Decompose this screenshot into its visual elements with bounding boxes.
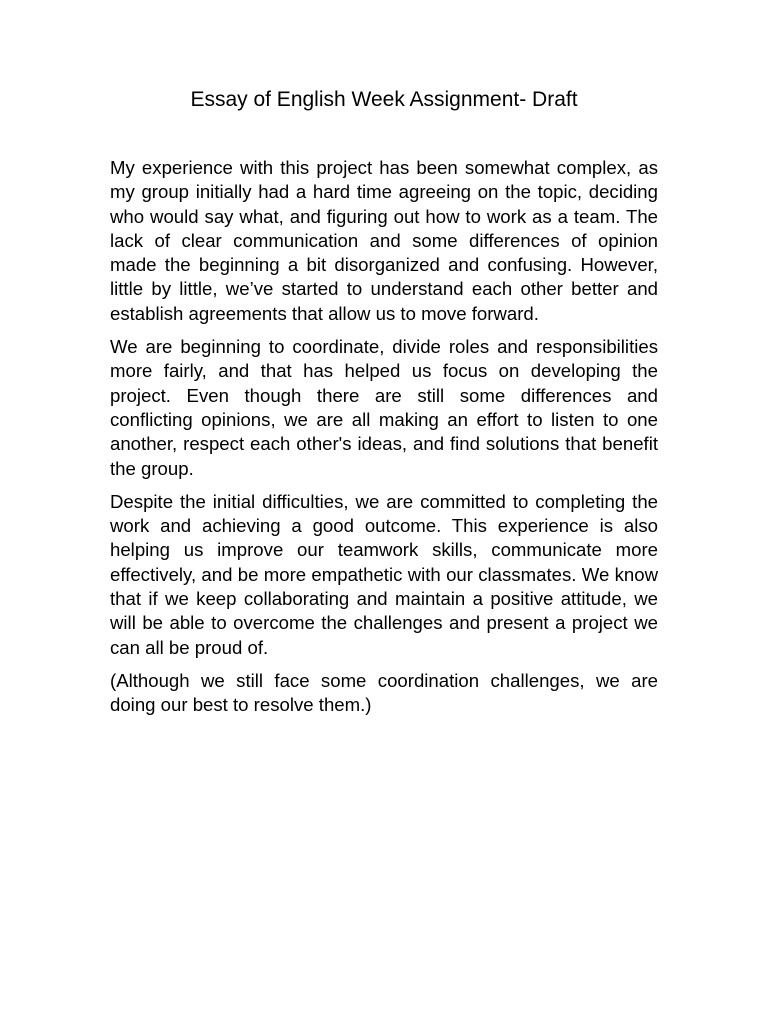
paragraph-3: Despite the initial difficulties, we are committed to completing the work and achieving a good outcome. This experience is also helping us improve our teamwork skills, communicate more effectively, and be more empathetic with our classmates. We know that if we keep collaborating and maintain a positive attitude, we will be able to overcome the challenges and present a project we can all be proud of.: [110, 490, 658, 658]
paragraph-4: (Although we still face some coordination challenges, we are doing our best to resolve them.): [110, 669, 658, 716]
paragraph-1: My experience with this project has been somewhat complex, as my group initially had a hard time agreeing on the topic, deciding who would say what, and figuring out how to work as a team. The lack of clear communication and some differences of opinion made the beginning a bit disorganized and confusing. However, little by little, we’ve started to understand each other better and establish agreements that allow us to move forward.: [110, 157, 658, 324]
document-body: [110, 156, 658, 727]
paragraph-2: We are beginning to coordinate, divide roles and responsibilities more fairly, and that has helped us focus on developing the project. Even though there are still some differences and conflicting opinions, we are all making an effort to listen to one another, respect each other's ideas, and find solutions that benefit the group.: [110, 336, 658, 479]
document-title: Essay of English Week Assignment- Draft: [190, 88, 578, 111]
